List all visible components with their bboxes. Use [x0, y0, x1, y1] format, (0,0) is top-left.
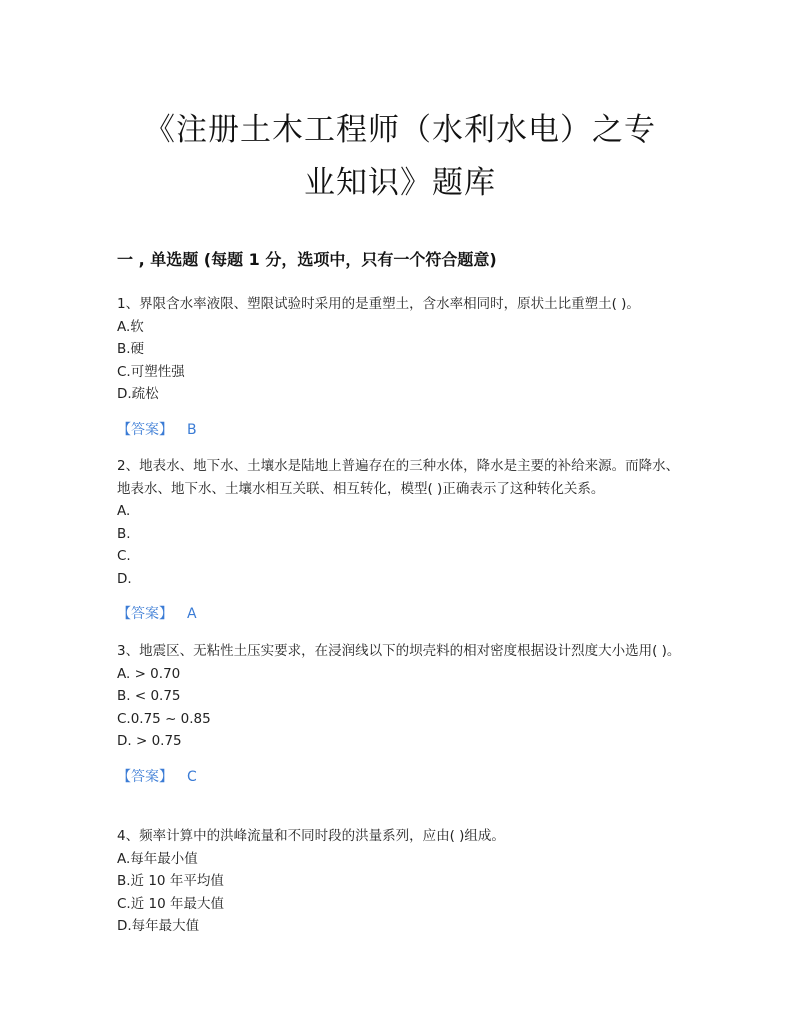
question-3: [117, 640, 687, 788]
option-a: A.每年最小值: [117, 850, 198, 867]
option-a: A.软: [117, 318, 144, 335]
option-d: D.每年最大值: [117, 918, 200, 934]
question-2: [117, 455, 687, 626]
section-heading: 一 , 单选题 (每题 1 分，选项中，只有一个符合题意): [117, 250, 497, 269]
option-d: D.: [117, 570, 132, 587]
option-a: A. > 0.70: [117, 665, 181, 682]
option-c: C.0.75 ~ 0.85: [117, 710, 211, 727]
option-c: C.可塑性强: [117, 363, 185, 380]
answer-row: [117, 766, 687, 789]
option-a: A.: [117, 503, 131, 519]
option-d: D. > 0.75: [117, 733, 182, 749]
question-1: [117, 293, 687, 441]
option-b: B.近 10 年平均值: [117, 873, 224, 889]
answer-label: 【答案】: [117, 768, 173, 785]
title-line-1: 《注册土木工程师（水利水电）之专: [144, 112, 656, 148]
option-d: D.疏松: [117, 386, 159, 402]
answer-value: A: [187, 606, 197, 622]
answer-value: C: [187, 768, 197, 785]
question-stem: 4、频率计算中的洪峰流量和不同时段的洪量系列，应由( )组成。: [117, 828, 505, 844]
option-c: C.近 10 年最大值: [117, 895, 224, 912]
question-stem: 2、地表水、地下水、土壤水是陆地上普遍存在的三种水体，降水是主要的补给来源。而降水、地表水、地下水、土壤水相互关联、相互转化，模型( )正确表示了这种转化关系。: [117, 458, 680, 497]
title-line-2: 业知识》题库: [304, 165, 496, 201]
answer-label: 【答案】: [117, 421, 173, 438]
option-b: B. < 0.75: [117, 688, 181, 704]
option-c: C.: [117, 548, 131, 564]
answer-row: [117, 603, 687, 626]
question-4: [117, 825, 687, 938]
question-stem: 3、地震区、无粘性土压实要求，在浸润线以下的坝壳料的相对密度根据设计烈度大小选用( )。: [117, 643, 681, 659]
answer-row: [117, 419, 687, 442]
option-b: B.: [117, 525, 131, 542]
answer-label: 【答案】: [117, 606, 173, 622]
question-stem: 1、界限含水率液限、塑限试验时采用的是重塑土，含水率相同时，原状土比重塑土( )。: [117, 296, 640, 312]
document-title: [100, 104, 700, 210]
answer-value: B: [187, 421, 197, 438]
option-b: B.硬: [117, 341, 145, 357]
